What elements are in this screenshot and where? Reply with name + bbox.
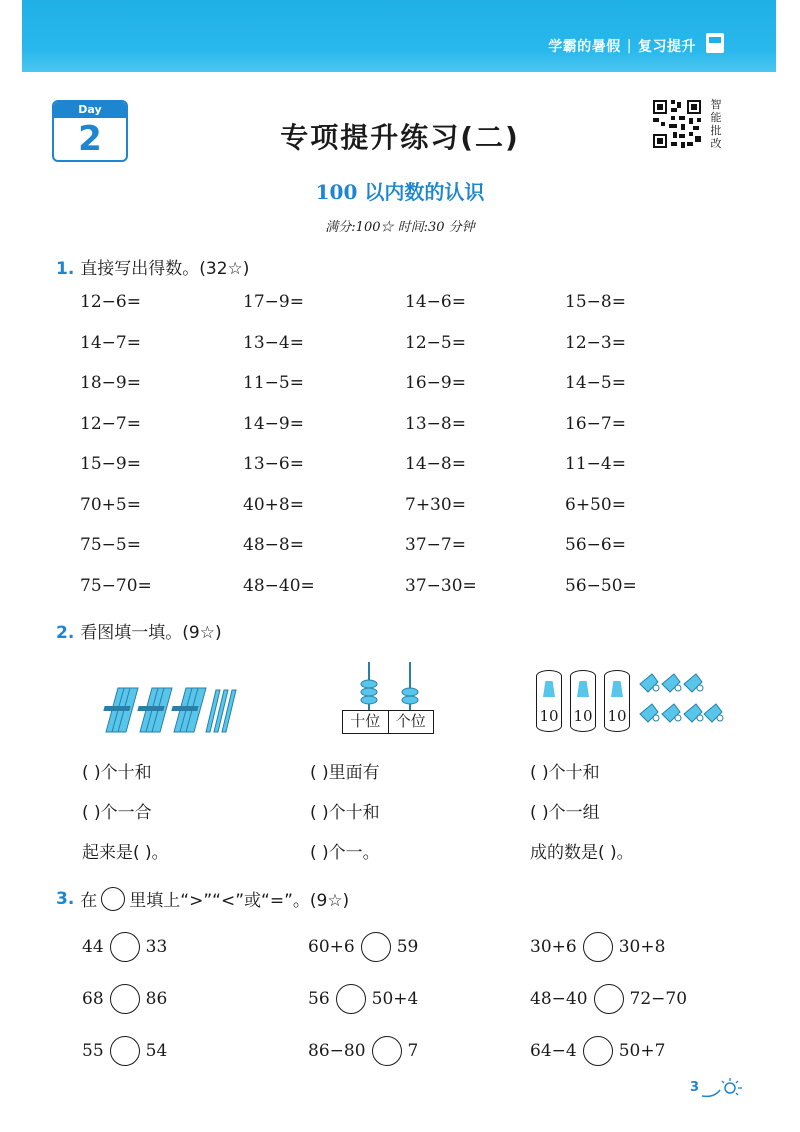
shuttlecock-tube-icon: 10 [536, 670, 562, 732]
calculation-item: 14−6= [405, 292, 466, 312]
section-1-heading: 1. 直接写出得数。(32☆) [56, 259, 250, 279]
right-expression: 33 [145, 937, 168, 957]
calculation-item: 48−40= [243, 575, 315, 596]
calculation-item: 37−30= [405, 575, 477, 596]
abacus-rods-icon [342, 660, 434, 710]
comparison-item [82, 984, 167, 1014]
calculation-item: 13−4= [243, 332, 304, 353]
shuttlecock-tube-icon: 10 [570, 670, 596, 732]
calculation-item: 12−6= [80, 292, 141, 312]
calculation-item: 56−6= [565, 535, 626, 555]
left-expression: 60+6 [308, 937, 355, 957]
comparison-item [530, 932, 665, 962]
calendar-ring-icon [106, 100, 112, 108]
calculation-item: 17−9= [243, 292, 304, 312]
answer-circle-icon[interactable] [594, 984, 624, 1014]
answer-circle-icon[interactable] [361, 932, 391, 962]
calculation-item: 13−8= [405, 413, 466, 434]
calculation-item: 12−5= [405, 332, 466, 353]
comparison-item [530, 1036, 665, 1066]
comparison-item [308, 932, 418, 962]
left-expression: 48−40 [530, 989, 588, 1009]
calculation-item: 14−9= [243, 413, 304, 434]
right-expression: 30+8 [618, 937, 666, 957]
fill-blank-line[interactable]: ( )个十和 [82, 763, 152, 783]
score-time-info: 满分:100☆ 时间:30 分钟 [325, 220, 475, 235]
calculation-item: 7+30= [405, 494, 466, 515]
calculation-item: 16−7= [565, 413, 626, 434]
calendar-ring-icon [68, 100, 74, 108]
brand-separator: | [626, 38, 632, 54]
right-expression: 59 [396, 937, 419, 957]
shuttlecock-image [536, 670, 726, 734]
answer-circle-icon[interactable] [372, 1036, 402, 1066]
calculation-item: 75−5= [80, 535, 141, 555]
stick-bundles-image [102, 686, 242, 734]
book-icon [706, 33, 724, 53]
calculation-item: 15−8= [565, 292, 626, 312]
right-expression: 72−70 [629, 989, 688, 1009]
calculation-item: 14−8= [405, 454, 466, 474]
page-title: 专项提升练习(二) [280, 121, 520, 154]
answer-circle-icon[interactable] [110, 984, 140, 1014]
fill-blank-line[interactable]: ( )个一组 [530, 803, 600, 823]
left-expression: 56 [308, 989, 330, 1009]
calculation-item: 70+5= [80, 494, 141, 515]
day-number: 2 [78, 119, 102, 159]
ones-place-label: 个位 [395, 712, 426, 730]
comparison-item [82, 932, 167, 962]
left-expression: 44 [82, 937, 104, 957]
brand-name: 学霸的暑假 [548, 39, 621, 55]
calculation-item: 15−9= [80, 454, 141, 474]
comparison-item [308, 1036, 418, 1066]
page-subtitle: 100 以内数的认识 [315, 180, 485, 204]
calculation-item: 12−3= [565, 332, 626, 353]
fill-blank-line[interactable]: ( )个一合 [82, 803, 152, 823]
ten-stick-bundle-icon [103, 688, 138, 732]
section-3-heading: 3. 在 里填上“>”“<”或“=”。(9☆) [56, 888, 350, 911]
calculation-item: 40+8= [243, 494, 304, 515]
calculation-item: 37−7= [405, 535, 466, 555]
calculation-item: 14−7= [80, 332, 141, 353]
ten-stick-bundle-icon [171, 688, 206, 732]
right-expression: 50+7 [618, 1041, 666, 1061]
right-expression: 7 [407, 1041, 419, 1061]
left-expression: 68 [82, 989, 104, 1009]
calculation-item: 11−4= [565, 454, 626, 474]
shuttlecock-tube-icon: 10 [604, 670, 630, 732]
calculation-item: 6+50= [565, 494, 626, 515]
left-expression: 55 [82, 1041, 104, 1061]
fill-blank-line[interactable]: ( )个十和 [310, 803, 380, 823]
right-expression: 86 [145, 989, 168, 1009]
ten-stick-bundle-icon [137, 688, 172, 732]
day-label: Day [54, 102, 126, 118]
section-2-heading: 2. 看图填一填。(9☆) [56, 623, 222, 643]
brand-text [548, 36, 696, 56]
right-expression: 54 [145, 1041, 168, 1061]
header-band [22, 0, 776, 72]
comparison-item [82, 1036, 167, 1066]
page-number: 3 [690, 1080, 700, 1095]
answer-circle-icon[interactable] [110, 1036, 140, 1066]
answer-circle-icon[interactable] [583, 932, 613, 962]
calculation-item: 11−5= [243, 373, 304, 393]
calculation-item: 48−8= [243, 535, 304, 555]
fill-blank-line[interactable]: 起来是( )。 [82, 843, 169, 863]
fill-blank-line[interactable]: ( )个一。 [310, 843, 380, 863]
left-expression: 64−4 [530, 1041, 577, 1061]
right-expression: 50+4 [371, 989, 419, 1009]
answer-circle-icon[interactable] [583, 1036, 613, 1066]
calculation-item: 18−9= [80, 373, 141, 393]
qr-code-icon[interactable] [651, 98, 703, 150]
sun-swirl-icon [700, 1076, 746, 1100]
fill-blank-line[interactable]: 成的数是( )。 [530, 843, 634, 863]
answer-circle-icon [101, 887, 125, 911]
smart-grading-label: 智 能 批 改 [710, 98, 722, 150]
tens-place-label: 十位 [343, 711, 389, 733]
answer-circle-icon[interactable] [336, 984, 366, 1014]
calculation-item: 56−50= [565, 575, 637, 596]
left-expression: 30+6 [530, 937, 577, 957]
calculation-item: 13−6= [243, 454, 304, 474]
comparison-item [530, 984, 687, 1014]
calculation-item: 12−7= [80, 413, 141, 434]
left-expression: 86−80 [308, 1041, 366, 1061]
fill-blank-line[interactable]: ( )里面有 [310, 763, 380, 783]
loose-shuttlecocks-icon [638, 672, 726, 730]
calculation-item: 75−70= [80, 575, 152, 596]
calculation-item: 16−9= [405, 373, 466, 393]
single-sticks-icon [206, 690, 236, 732]
place-value-labels [342, 710, 434, 734]
calculation-item: 14−5= [565, 373, 626, 393]
brand-suffix: 复习提升 [638, 39, 696, 55]
answer-circle-icon[interactable] [110, 932, 140, 962]
comparison-item [308, 984, 418, 1014]
fill-blank-line[interactable]: ( )个十和 [530, 763, 600, 783]
abacus-image [342, 660, 434, 736]
